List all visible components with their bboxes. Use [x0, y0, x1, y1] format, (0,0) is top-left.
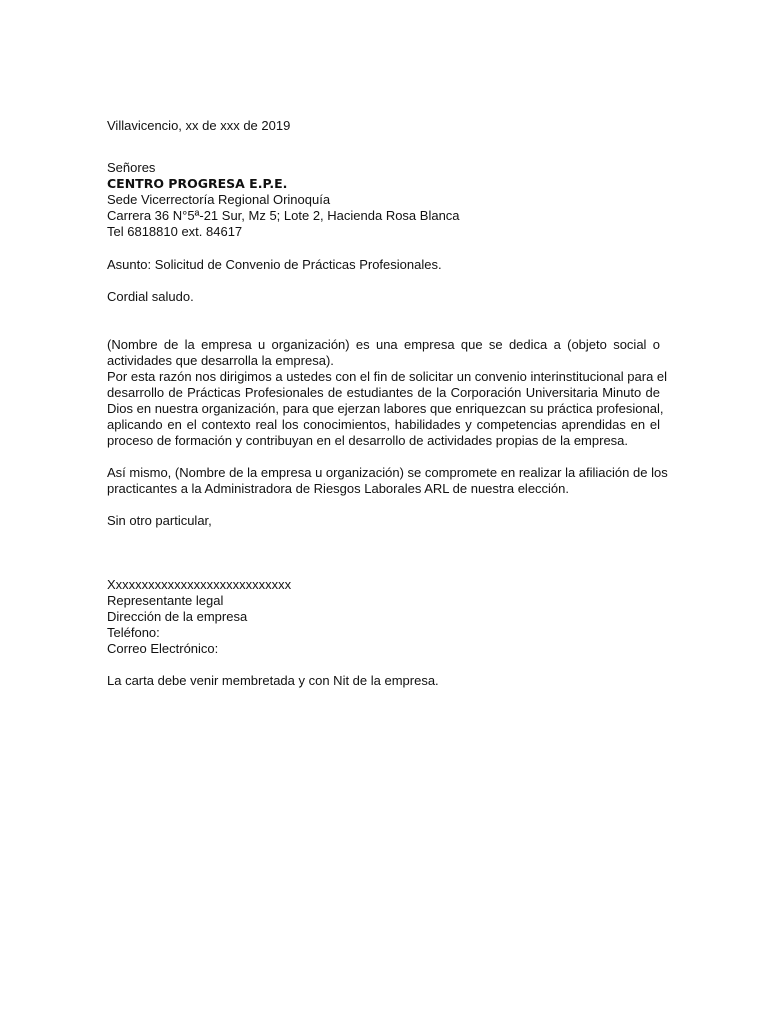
signature-name: Xxxxxxxxxxxxxxxxxxxxxxxxxxxx [107, 577, 292, 592]
signature-title: Representante legal [107, 593, 224, 608]
closing-line: Sin otro particular, [107, 513, 212, 528]
paragraph-intro [107, 337, 660, 369]
paragraph-line: desarrollo de Prácticas Profesionales de estudiantes de la Corporación Universitaria Minuto de [107, 385, 660, 400]
paragraph-request [107, 369, 668, 449]
recipient-phone: Tel 6818810 ext. 84617 [107, 224, 243, 239]
paragraph-line: (Nombre de la empresa u organización) es una empresa que se dedica a (objeto social o [107, 337, 660, 352]
recipient-organization: CENTRO PROGRESA E.P.E. [107, 176, 288, 191]
date-line: Villavicencio, xx de xxx de 2019 [107, 118, 291, 133]
paragraph-line: proceso de formación y contribuyan en el desarrollo de actividades propias de la empresa. [107, 433, 629, 448]
paragraph-line: practicantes a la Administradora de Riesgos Laborales ARL de nuestra elección. [107, 481, 570, 496]
signature-email: Correo Electrónico: [107, 641, 219, 656]
signature-address: Dirección de la empresa [107, 609, 248, 624]
recipient-salutation: Señores [107, 160, 156, 175]
paragraph-line: Así mismo, (Nombre de la empresa u organización) se compromete en realizar la afiliación de los [107, 465, 668, 480]
paragraph-line: aplicando en el contexto real los conocimientos, habilidades y competencias aprendidas en el [107, 417, 660, 432]
signature-phone: Teléfono: [107, 625, 160, 640]
paragraph-line: Por esta razón nos dirigimos a ustedes con el fin de solicitar un convenio interinstitucional para el [107, 369, 668, 384]
recipient-address: Carrera 36 N°5ª-21 Sur, Mz 5; Lote 2, Hacienda Rosa Blanca [107, 208, 460, 223]
subject-line: Asunto: Solicitud de Convenio de Prácticas Profesionales. [107, 257, 442, 272]
recipient-branch: Sede Vicerrectoría Regional Orinoquía [107, 192, 331, 207]
greeting-line: Cordial saludo. [107, 289, 194, 304]
paragraph-line: actividades que desarrolla la empresa). [107, 353, 334, 368]
paragraph-commitment [107, 465, 668, 497]
paragraph-line: Dios en nuestra organización, para que ejerzan labores que enriquezcan su práctica profesional, [107, 401, 664, 416]
letterhead-note: La carta debe venir membretada y con Nit de la empresa. [107, 673, 439, 688]
